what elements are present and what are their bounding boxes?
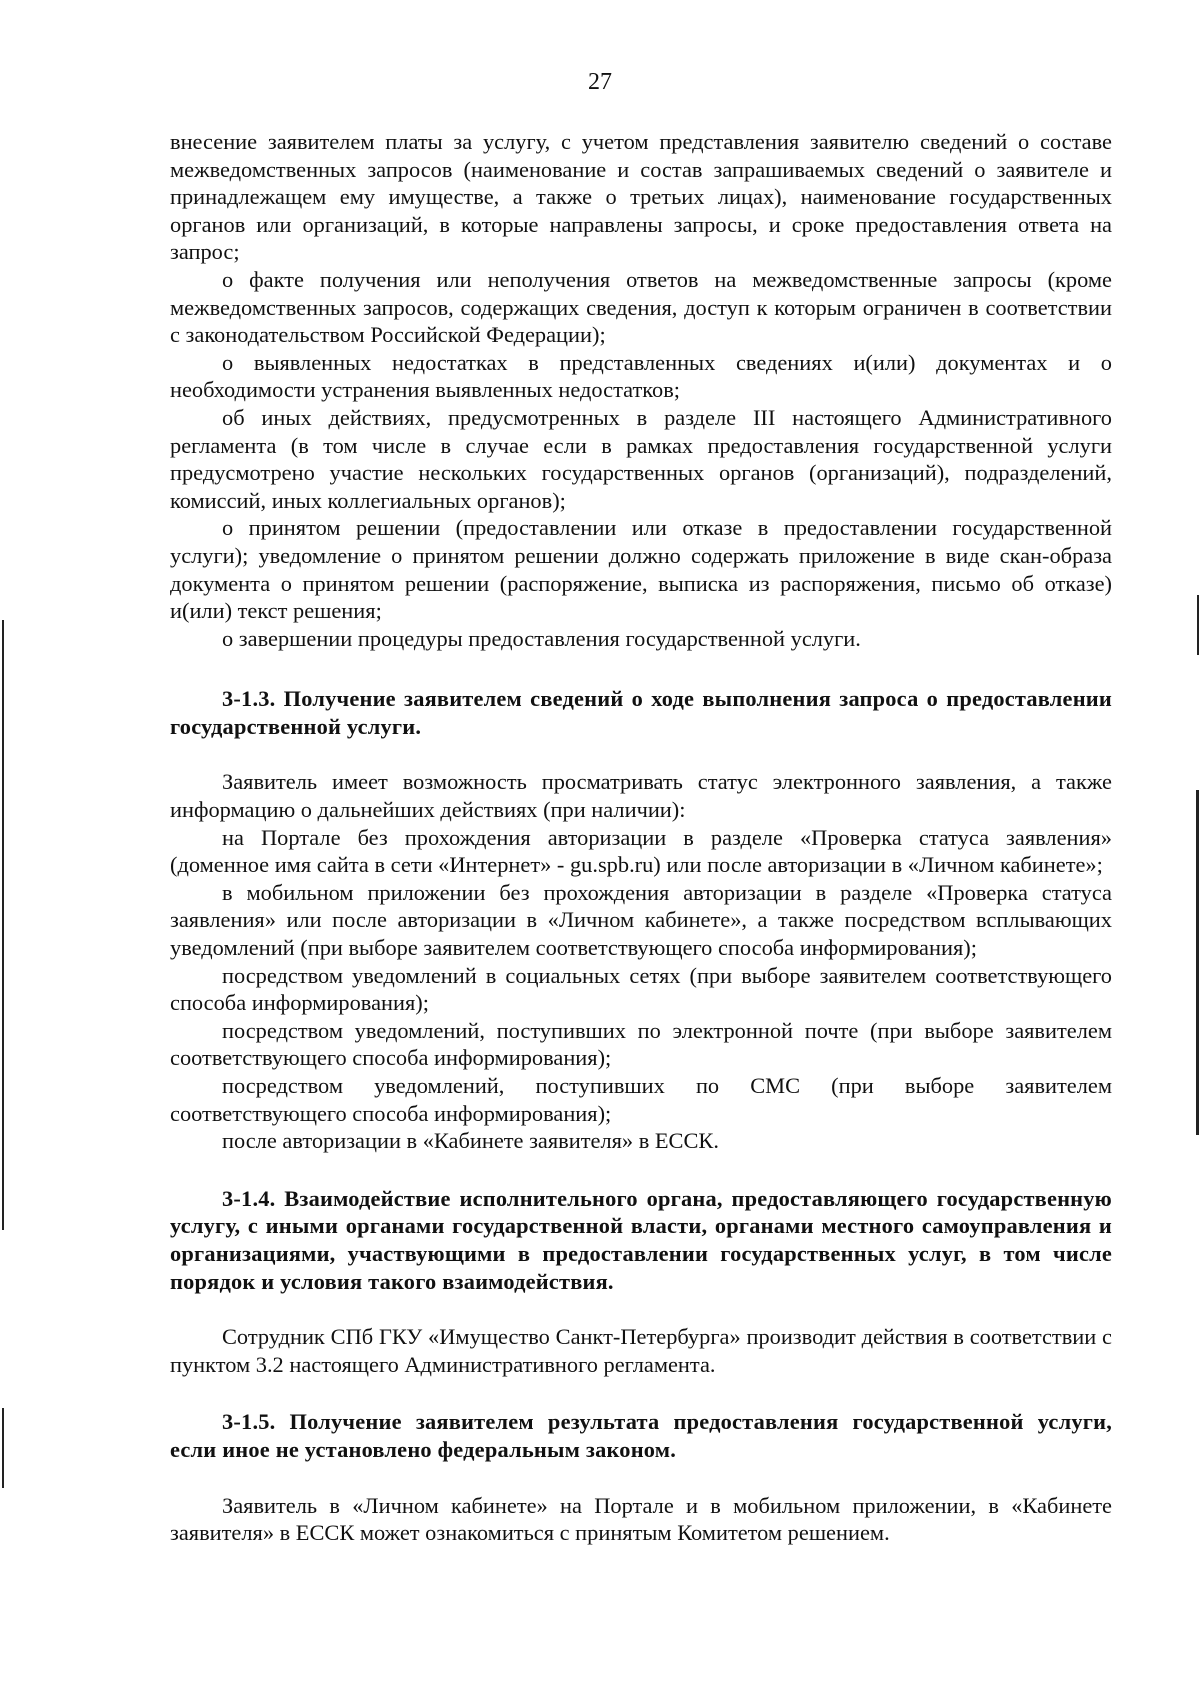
paragraph-status-intro: Заявитель имеет возможность просматривать статус электронного заявления, а также информацию о дальнейших действиях (при наличии): — [170, 769, 1112, 823]
page-number: 27 — [588, 69, 612, 95]
paragraph-other-actions: об иных действиях, предусмотренных в разделе III настоящего Административного регламента (в том числе в случае если в рамках предоставления государственной услуги предусмотрено участие нескольких государственных органов (организаций), подразделений, комиссий, иных коллегиальных органов); — [170, 404, 1112, 513]
paragraph-mobile-app: в мобильном приложении без прохождения авторизации в разделе «Проверка статуса заявления» или после авторизации в «Личном кабинете», а также посредством всплывающих уведомлений (при выборе заявителем соответствующего способа информирования); — [170, 879, 1112, 961]
section-heading-3-1-5: 3-1.5. Получение заявителем результата предоставления государственной услуги, если иное не установлено федеральным законом. — [170, 1409, 1112, 1462]
paragraph-essk-cabinet: после авторизации в «Кабинете заявителя» в ЕССК. — [222, 1128, 719, 1154]
scan-edge-mark — [1196, 790, 1199, 1135]
paragraph-fee: внесение заявителем платы за услугу, с учетом представления заявителю сведений о составе межведомственных запросов (наименование и состав запрашиваемых сведений о заявителе и принадлежащем ему имуществе, а также о третьих лицах), наименование государственных органов или организаций, в которые направлены запросы, и сроке предоставления ответа на запрос; — [170, 129, 1112, 265]
section-heading-3-1-3: 3-1.3. Получение заявителем сведений о ходе выполнения запроса о предоставлении государственной услуги. — [170, 686, 1112, 739]
paragraph-result: Заявитель в «Личном кабинете» на Портале и в мобильном приложении, в «Кабинете заявителя» в ЕССК может ознакомиться с принятым Комитетом решением. — [170, 1492, 1112, 1546]
paragraph-employee-actions: Сотрудник СПб ГКУ «Имущество Санкт-Петербурга» производит действия в соответствии с пунктом 3.2 настоящего Административного регламента. — [170, 1324, 1112, 1377]
scan-edge-mark — [1197, 595, 1199, 655]
paragraph-social-networks: посредством уведомлений в социальных сетях (при выборе заявителем соответствующего способа информирования); — [170, 962, 1112, 1016]
paragraph-completion: о завершении процедуры предоставления государственной услуги. — [222, 625, 861, 651]
paragraph-sms: посредством уведомлений, поступивших по СМС (при выборе заявителем соответствующего способа информирования); — [170, 1073, 1112, 1126]
paragraph-portal: на Портале без прохождения авторизации в разделе «Проверка статуса заявления» (доменное имя сайта в сети «Интернет» - gu.spb.ru) или после авторизации в «Личном кабинете»; — [170, 824, 1112, 878]
paragraph-email: посредством уведомлений, поступивших по электронной почте (при выборе заявителем соответствующего способа информирования); — [170, 1017, 1112, 1071]
scan-edge-mark — [2, 1408, 4, 1488]
paragraph-decision: о принятом решении (предоставлении или отказе в предоставлении государственной услуги); уведомление о принятом решении должно содержать приложение в виде скан-образа документа о принятом решении (распоряжение, выписка из распоряжения, письмо об отказе) и(или) текст решения; — [170, 515, 1112, 624]
document-body — [170, 128, 1112, 1547]
paragraph-responses: о факте получения или неполучения ответов на межведомственные запросы (кроме межведомственных запросов, содержащих сведения, доступ к которым ограничен в соответствии с законодательством Российской Федерации); — [170, 266, 1112, 348]
section-heading-3-1-4: 3-1.4. Взаимодействие исполнительного органа, предоставляющего государственную услугу, с иными органами государственной власти, органами местного самоуправления и организациями, участвующими в предоставлении государственных услуг, в том числе порядок и условия такого взаимодействия. — [170, 1185, 1112, 1294]
scan-edge-mark — [2, 620, 4, 1230]
paragraph-deficiencies: о выявленных недостатках в представленных сведениях и(или) документах и о необходимости устранения выявленных недостатков; — [170, 349, 1112, 403]
